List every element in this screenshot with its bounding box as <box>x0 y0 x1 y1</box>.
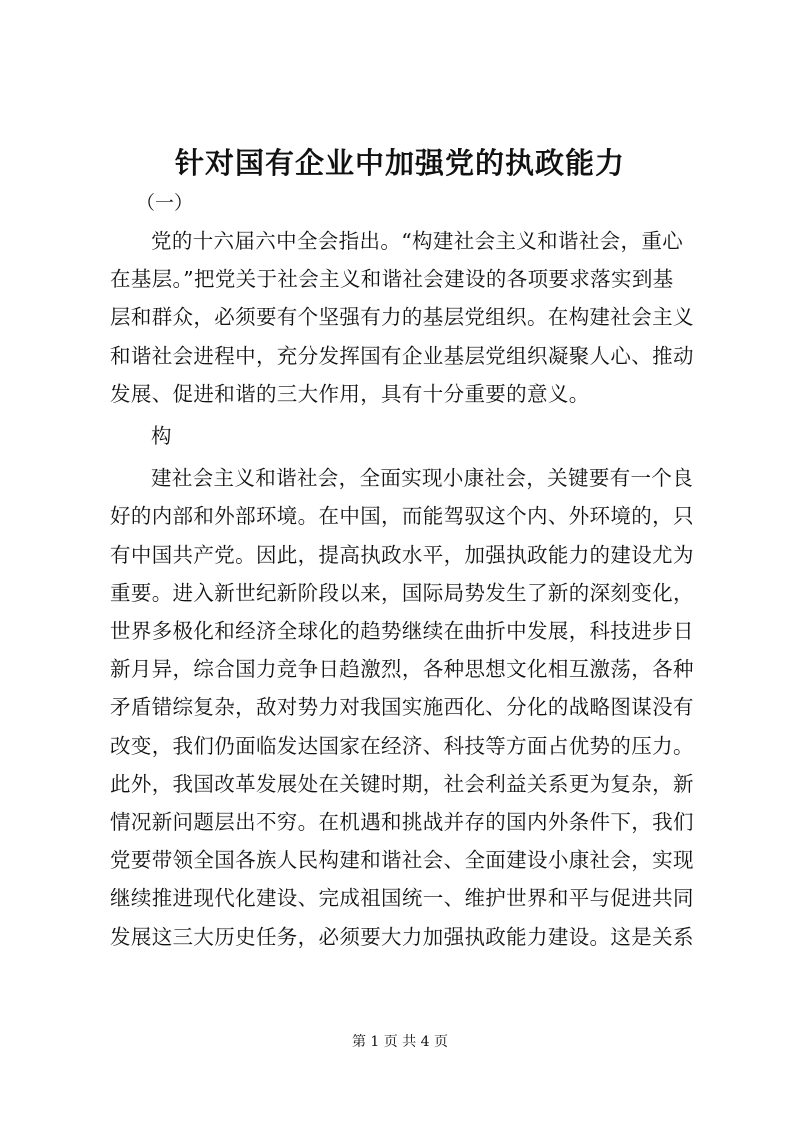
paragraph-main <box>110 459 710 956</box>
text-line: 世界多极化和经济全球化的趋势继续在曲折中发展，科技进步日 <box>110 619 694 644</box>
text-line: 发展、促进和谐的三大作用，具有十分重要的意义。 <box>110 381 590 406</box>
document-body <box>110 222 710 956</box>
paragraph-fragment <box>110 417 710 455</box>
text-line: 建社会主义和谐社会，全面实现小康社会，关键要有一个良 <box>151 466 694 491</box>
text-line: 有中国共产党。因此，提高执政水平，加强执政能力的建设尤为 <box>110 542 694 567</box>
text-line: 层和群众，必须要有个坚强有力的基层党组织。在构建社会主义 <box>110 305 694 330</box>
text-line: 和谐社会进程中，充分发挥国有企业基层党组织凝聚人心、推动 <box>110 343 694 368</box>
text-line: 在基层。”把党关于社会主义和谐社会建设的各项要求落实到基 <box>110 267 674 292</box>
text-line: 发展这三大历史任务，必须要大力加强执政能力建设。这是关系 <box>110 924 694 949</box>
text-line: 矛盾错综复杂，敌对势力对我国实施西化、分化的战略图谋没有 <box>110 695 694 720</box>
text-line: 党要带领全国各族人民构建和谐社会、全面建设小康社会，实现 <box>110 848 694 873</box>
text-line: 新月异，综合国力竞争日趋激烈，各种思想文化相互激荡，各种 <box>110 657 694 682</box>
text-line: 改变，我们仍面临发达国家在经济、科技等方面占优势的压力。 <box>110 733 694 758</box>
section-number: （一） <box>136 192 194 214</box>
document-title: 针对国有企业中加强党的执政能力 <box>174 146 625 180</box>
text-line: 好的内部和外部环境。在中国，而能驾驭这个内、外环境的，只 <box>110 504 694 529</box>
text-line: 此外，我国改革发展处在关键时期，社会利益关系更为复杂，新 <box>110 771 694 796</box>
text-line: 党的十六届六中全会指出。“构建社会主义和谐社会，重心 <box>151 229 684 253</box>
page-footer: 第 1 页 共 4 页 <box>351 1034 449 1050</box>
text-line: 重要。进入新世纪新阶段以来，国际局势发生了新的深刻变化， <box>110 580 694 605</box>
text-line: 继续推进现代化建设、完成祖国统一、维护世界和平与促进共同 <box>110 886 694 911</box>
paragraph-intro <box>110 222 710 413</box>
text-line: 构 <box>151 424 172 449</box>
text-line: 情况新问题层出不穷。在机遇和挑战并存的国内外条件下，我们 <box>110 810 694 835</box>
